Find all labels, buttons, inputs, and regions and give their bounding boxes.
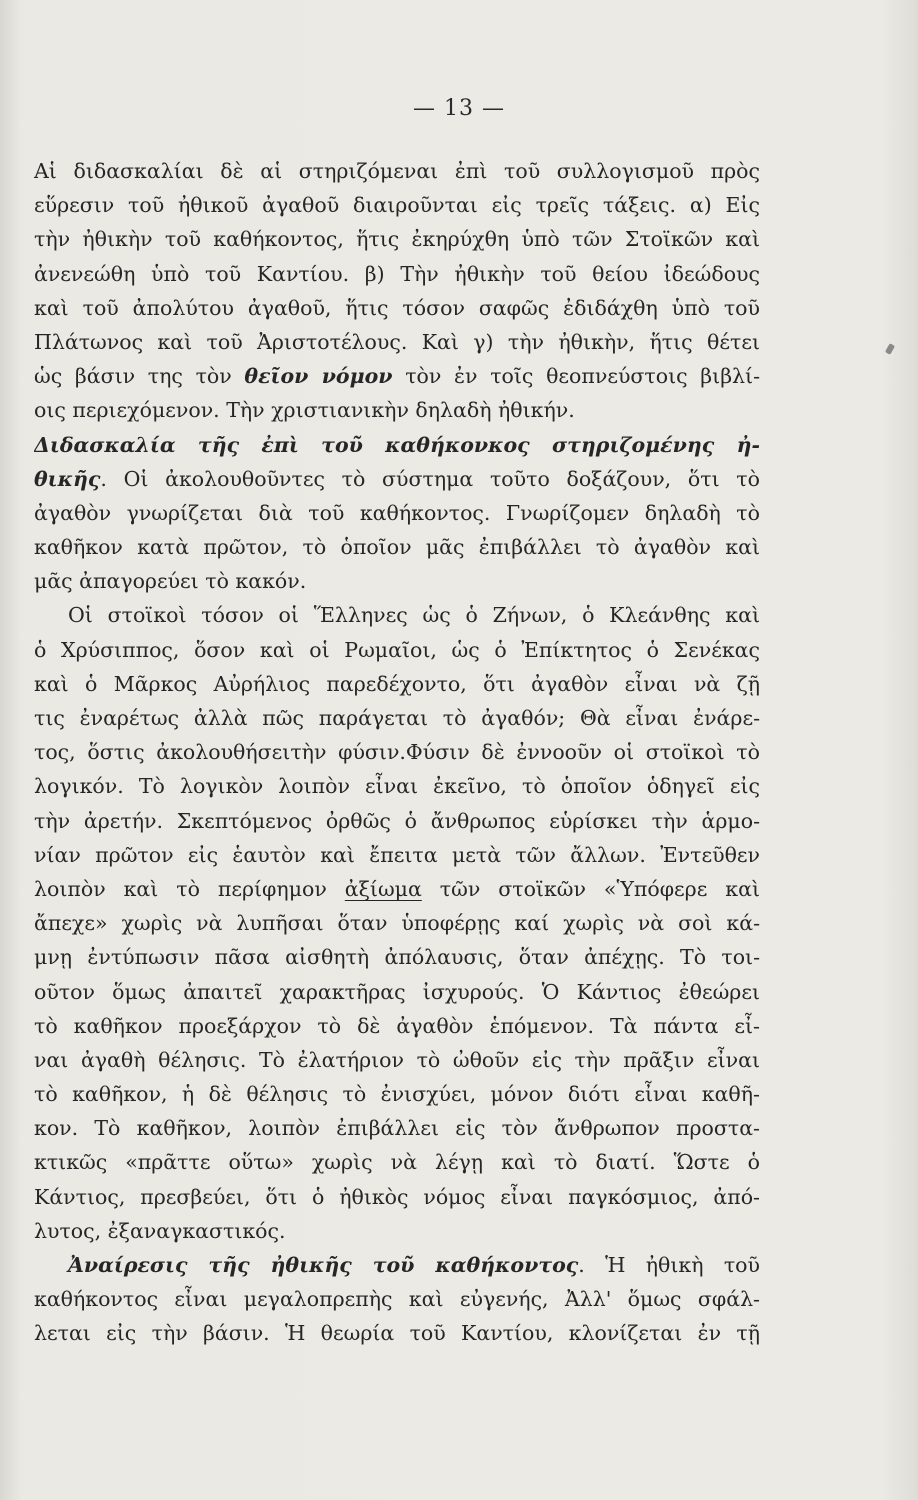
text-line (34, 701, 760, 735)
text-line (34, 633, 760, 667)
text-line (34, 154, 760, 188)
text-line (34, 667, 760, 701)
text-line (34, 598, 760, 632)
text-span: Αἱ διδασκαλίαι δὲ αἱ στηριζόμεναι ἐπὶ τοῦ συλλογισμοῦ πρὸς (34, 159, 760, 183)
text-span: εὕρεσιν τοῦ ἠθικοῦ ἀγαθοῦ διαιροῦνται εἰς τρεῖς τάξεις. α) Εἰς (34, 193, 760, 218)
text-span: οις περιεχόμενον. Τὴν χριστιανικὴν δηλαδὴ ἠθικήν. (34, 398, 575, 423)
text-span: ὡς βάσιν της τὸν (34, 364, 245, 389)
text-span: καὶ τοῦ ἀπολύτου ἀγαθοῦ, ἥτις τόσον σαφῶς ἐδιδάχθη ὑπὸ τοῦ (34, 295, 760, 320)
body-text (34, 154, 760, 1351)
text-line (34, 1282, 760, 1316)
text-line (34, 769, 760, 803)
text-span: καὶ ὁ Μᾶρκος Αὐρήλιος παρεδέχοντο, ὅτι ἀγαθὸν εἶναι νὰ ζῇ (34, 671, 760, 696)
text-line (34, 291, 760, 325)
text-span: λογικόν. Τὸ λογικὸν λοιπὸν εἶναι ἐκεῖνο, τὸ ὁποῖον ὁδηγεῖ εἰς (34, 774, 760, 799)
text-line (34, 359, 760, 393)
page-number: — 13 — (413, 96, 505, 121)
text-span: Οἱ στοϊκοὶ τόσον οἱ Ἕλληνες ὡς ὁ Ζήνων, ὁ Κλεάνθης καὶ (68, 603, 760, 628)
text-span: λυτος, ἐξαναγκαστικός. (34, 1218, 286, 1243)
emphasis-text: θικῆς (34, 466, 101, 491)
text-span: τὸ καθῆκον, ἡ δὲ θέλησις τὸ ἐνισχύει, μόνον διότι εἶναι καθῆ- (34, 1082, 760, 1107)
text-span: λεται εἰς τὴν βάσιν. Ἡ θεωρία τοῦ Καντίου, κλονίζεται ἐν τῇ (34, 1321, 760, 1346)
text-span: . Ἡ ἠθικὴ τοῦ (578, 1253, 760, 1277)
emphasis-text: Διδασκαλία τῆς ἐπὶ τοῦ καθήκονκος στηριζομένης ἠ- (34, 432, 760, 457)
text-line (34, 1248, 760, 1282)
text-line (34, 975, 760, 1009)
text-span: τὴν ἠθικὴν τοῦ καθήκοντος, ἥτις ἐκηρύχθη ὑπὸ τῶν Στοϊκῶν καὶ (34, 227, 760, 252)
text-line (34, 393, 760, 427)
text-line (34, 1145, 760, 1179)
text-span: τος, ὅστις ἀκολουθήσειτὴν φύσιν.Φύσιν δὲ ἐννοοῦν οἱ στοϊκοὶ τὸ (34, 740, 760, 765)
text-line (34, 1214, 760, 1248)
text-line (34, 462, 760, 496)
text-span: οῦτον ὅμως ἀπαιτεῖ χαρακτῆρας ἰσχυρούς. Ὁ Κάντιος ἐθεώρει (34, 979, 760, 1004)
text-line (34, 940, 760, 974)
text-span: κον. Τὸ καθῆκον, λοιπὸν ἐπιβάλλει εἰς τὸν ἄνθρωπον προστα- (34, 1116, 760, 1141)
text-span: καθήκοντος εἶναι μεγαλοπρεπὴς καὶ εὐγενής, Ἀλλ' ὅμως σφάλ- (34, 1287, 760, 1312)
text-line (34, 325, 760, 359)
text-line (34, 1009, 760, 1043)
text-span: κτικῶς «πρᾶττε οὕτω» χωρὶς νὰ λέγῃ καὶ τὸ διατί. Ὥστε ὁ (34, 1150, 760, 1175)
text-span: ναι ἀγαθὴ θέλησις. Τὸ ἐλατήριον τὸ ὠθοῦν εἰς τὴν πρᾶξιν εἶναι (34, 1047, 760, 1072)
text-span: ἀγαθὸν γνωρίζεται διὰ τοῦ καθήκοντος. Γνωρίζομεν δηλαδὴ τὸ (34, 500, 760, 525)
text-span: τὸ καθῆκον προεξάρχον τὸ δὲ ἀγαθὸν ἑπόμενον. Τὰ πάντα εἶ- (34, 1013, 760, 1038)
text-span: Κάντιος, πρεσβεύει, ὅτι ὁ ἠθικὸς νόμος εἶναι παγκόσμιος, ἀπό- (34, 1184, 760, 1209)
text-line (34, 188, 760, 222)
text-span: τις ἐναρέτως ἀλλὰ πῶς παράγεται τὸ ἀγαθόν; Θὰ εἶναι ἐνάρε- (34, 706, 760, 730)
text-line (34, 1111, 760, 1145)
emphasis-text: θεῖον νόμον (244, 364, 393, 389)
text-span: μνῃ ἐντύπωσιν πᾶσα αἰσθητὴ ἀπόλαυσις, ὅταν ἀπέχῃς. Τὸ τοι- (34, 945, 760, 970)
text-line (34, 735, 760, 769)
text-line (34, 257, 760, 291)
text-span: ὁ Χρύσιππος, ὅσον καὶ οἱ Ρωμαῖοι, ὡς ὁ Ἐπίκτητος ὁ Σενέκας (34, 637, 760, 662)
text-line (34, 428, 760, 462)
text-span: ἄπεχε» χωρὶς νὰ λυπῆσαι ὅταν ὑποφέρῃς καί χωρὶς νὰ σοὶ κά- (34, 911, 760, 936)
text-span: λοιπὸν καὶ τὸ περίφημον (34, 876, 345, 901)
text-line (34, 838, 760, 872)
text-line (34, 1180, 760, 1214)
text-line (34, 496, 760, 530)
margin-mark (885, 343, 895, 355)
text-span: τὸν ἐν τοῖς θεοπνεύστοις βιβλί- (392, 364, 760, 389)
text-line (34, 530, 760, 564)
text-span: καθῆκον κατὰ πρῶτον, τὸ ὁποῖον μᾶς ἐπιβάλλει τὸ ἀγαθὸν καὶ (34, 535, 760, 560)
text-line (34, 1316, 760, 1350)
text-line (34, 1077, 760, 1111)
text-line (34, 222, 760, 256)
text-line (34, 804, 760, 838)
text-span: μᾶς ἀπαγορεύει τὸ κακόν. (34, 569, 307, 594)
text-line (34, 872, 760, 906)
text-line (34, 564, 760, 598)
text-span: Πλάτωνος καὶ τοῦ Ἀριστοτέλους. Καὶ γ) τὴν ἠθικὴν, ἥτις θέτει (34, 329, 760, 354)
text-span: τὴν ἀρετήν. Σκεπτόμενος ὀρθῶς ὁ ἄνθρωπος εὑρίσκει τὴν ἁρμο- (34, 808, 760, 833)
text-span: . Οἱ ἀκολουθοῦντες τὸ σύστημα τοῦτο δοξάζουν, ὅτι τὸ (100, 466, 760, 491)
text-span: ἀνενεώθη ὑπὸ τοῦ Καντίου. β) Τὴν ἠθικὴν τοῦ θείου ἰδεώδους (34, 261, 760, 286)
text-span: νίαν πρῶτον εἰς ἑαυτὸν καὶ ἔπειτα μετὰ τῶν ἄλλων. Ἐντεῦθεν (34, 842, 760, 867)
text-line (34, 1043, 760, 1077)
text-span: τῶν στοϊκῶν «Ὑπόφερε καὶ (421, 876, 760, 901)
underlined-text: ἀξίωμα (344, 876, 422, 901)
text-line (34, 906, 760, 940)
emphasis-text: Ἀναίρεσις τῆς ἠθικῆς τοῦ καθήκοντος (68, 1253, 579, 1277)
